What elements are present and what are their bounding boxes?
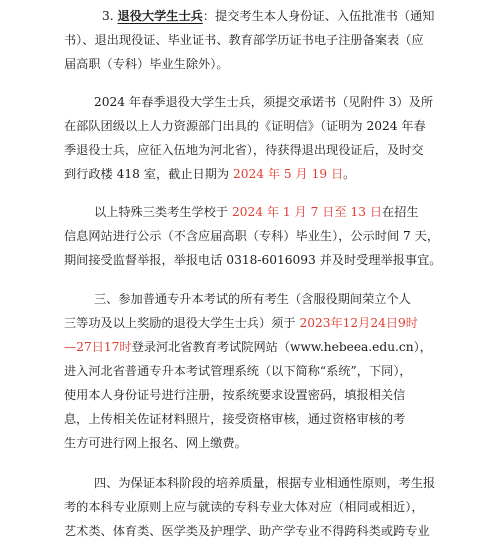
- text-line: [0, 4, 477, 28]
- text-line: 生方可进行网上报名、网上缴费。: [64, 436, 247, 450]
- text-line: 2024 年春季退役大学生士兵，须提交承诺书（见附件 3）及所: [94, 95, 434, 109]
- notice-date-range: 2024 年 1 月 7 日至 13 日: [231, 205, 383, 219]
- text-line: [0, 311, 477, 335]
- text-line: 艺术类、体育类、医学类及护理学、助产学专业不得跨科类或跨专业: [64, 524, 430, 538]
- text-line: 季退役士兵，应征入伍地为河北省），待获得退出现役证后，及时交: [64, 143, 424, 157]
- deadline-date: 2024 年 5 月 19 日: [232, 167, 344, 181]
- text-line: 进入河北省普通专升本考试管理系统（以下简称“系统”，下同），: [64, 364, 412, 378]
- text-run: 以上特殊三类考生学校于: [94, 205, 232, 219]
- text-line: [0, 162, 477, 186]
- text-line: [0, 200, 477, 224]
- text-line: [0, 335, 477, 359]
- text-line: 届高职（专科）毕业生除外）。: [64, 57, 229, 71]
- text-run: 到行政楼 418 室，截止日期为: [64, 167, 233, 181]
- registration-start-time: 2023年12月24日9时: [299, 316, 418, 330]
- text-line: 四、为保证本科阶段的培养质量，根据专业相通性原则，考生报: [94, 476, 436, 490]
- text-line: 使用本人身份证号进行注册，按系统要求设置密码，填报相关信: [64, 388, 406, 402]
- text-line: 书）、退出现役证、毕业证书、教育部学历证书电子注册备案表（应: [64, 33, 424, 47]
- item-number: 3.: [102, 9, 118, 23]
- text-line: 息，上传相关佐证材料照片，接受资格审核，通过资格审核的考: [64, 412, 406, 426]
- text-run: 三等功及以上奖励的退役大学生士兵）须于: [64, 316, 300, 330]
- text-run: 登录河北省教育考试院网站（www.hebeea.edu.cn），: [131, 340, 432, 354]
- text-run: 。: [343, 167, 356, 181]
- text-run: ：提交考生本人身份证、入伍批准书（通知: [202, 9, 435, 23]
- text-line: 在部队团级以上人力资源部门出具的《证明信》（证明为 2024 年春: [64, 119, 426, 133]
- text-line: 期间接受监督举报，举报电话 0318-6016093 并及时受理举报事宜。: [64, 253, 442, 267]
- text-run: 在招生: [382, 205, 419, 219]
- text-line: 信息网站进行公示（不含应届高职（专科）毕业生），公示时间 7 天，: [64, 229, 440, 243]
- registration-end-time: —27日17时: [64, 340, 132, 354]
- text-line: 三、参加普通专升本考试的所有考生（含服役期间荣立个人: [94, 292, 411, 306]
- item-heading-veteran-students: 退役大学生士兵: [117, 9, 203, 23]
- text-line: 考的本科专业原则上应与就读的专科专业大体对应（相同或相近），: [64, 500, 424, 514]
